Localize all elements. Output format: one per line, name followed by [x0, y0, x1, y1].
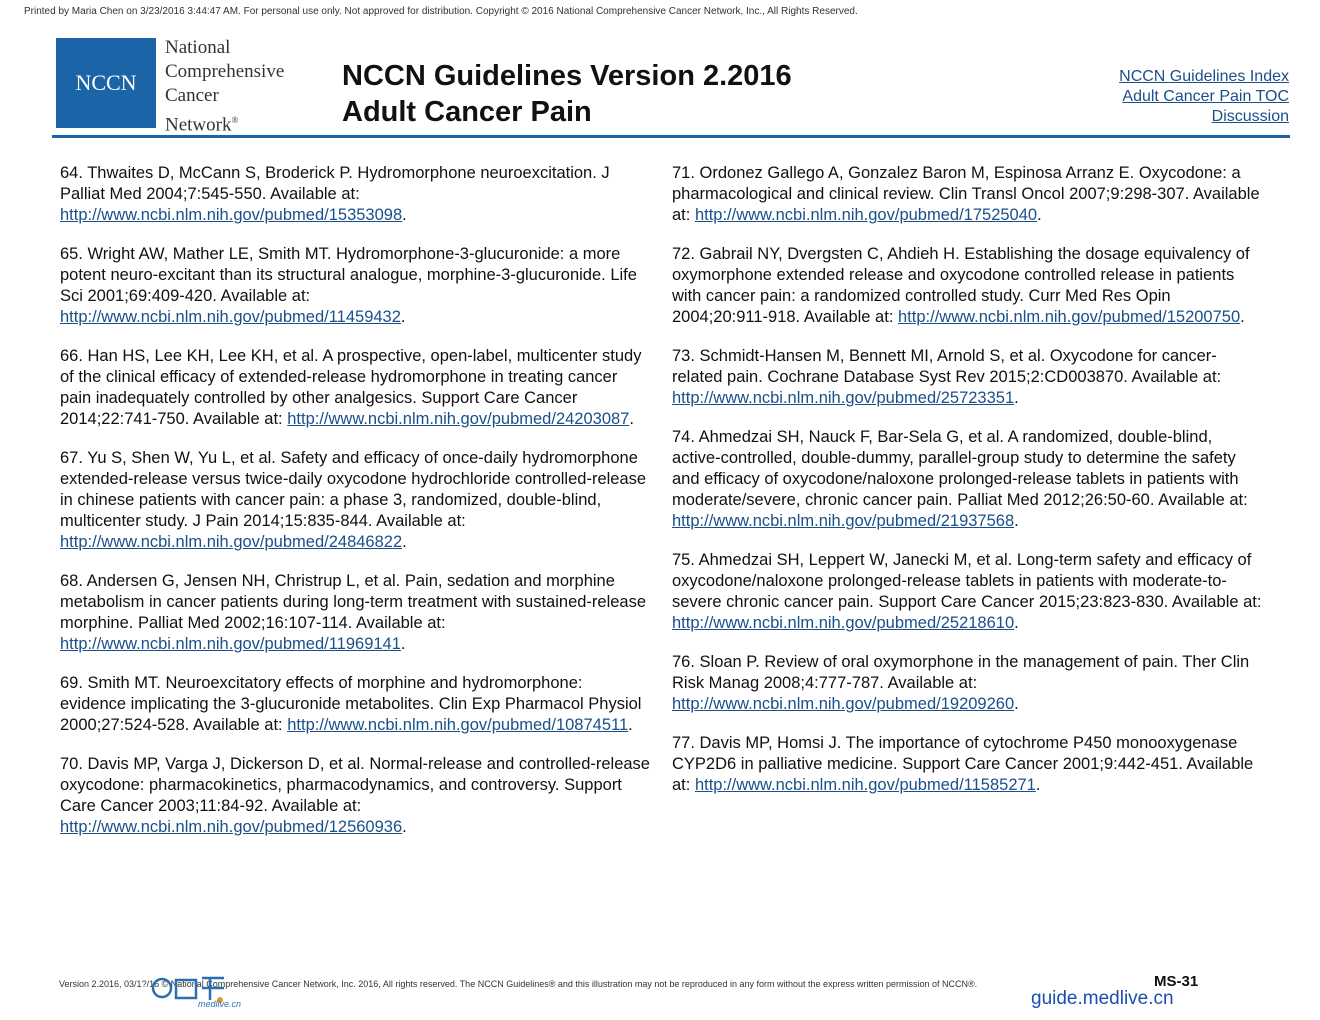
reference-period: . [1014, 389, 1019, 407]
reference-entry [60, 244, 650, 328]
reference-entry [672, 346, 1262, 409]
reference-text: 69. Smith MT. Neuroexcitatory effects of morphine and hydromorphone: evidence implicating the 3-glucuronide metabolites. Clin Exp Pharmacol Physiol 2000;27:524-528. Available at: [60, 674, 642, 734]
reference-text: 76. Sloan P. Review of oral oxymorphone in the management of pain. Ther Clin Risk Manag 2008;4:777-787. Available at: [672, 653, 1250, 692]
logo-box-text: NCCN [75, 70, 137, 95]
reference-period: . [1035, 776, 1041, 794]
reference-text: 66. Han HS, Lee KH, Lee KH, et al. A prospective, open-label, multicenter study of the clinical efficacy of extended-release hydromorphone in treating cancer pain inadequately controlled by other analgesics. Support Care Cancer 2014;22:741-750. Available at: [60, 347, 642, 428]
pubmed-link[interactable]: http://www.ncbi.nlm.nih.gov/pubmed/11459432 [60, 308, 401, 326]
reference-period: . [629, 410, 634, 428]
pubmed-link[interactable]: http://www.ncbi.nlm.nih.gov/pubmed/11585271 [694, 776, 1036, 794]
logo-wordmark [165, 36, 284, 137]
reference-text: 74. Ahmedzai SH, Nauck F, Bar-Sela G, et al. A randomized, double-blind, active-controlled, double-dummy, parallel-group study to determine the safety and efficacy of oxycodone/naloxone prolonged-release tablets in patients with moderate/severe, chronic cancer pain. Palliat Med 2012;26:50-60. Available at: [672, 428, 1248, 509]
pubmed-link[interactable]: http://www.ncbi.nlm.nih.gov/pubmed/19209260 [672, 695, 1015, 713]
page-number: MS-31 [1154, 973, 1199, 990]
reference-text: 73. Schmidt-Hansen M, Bennett MI, Arnold S, et al. Oxycodone for cancer-related pain. Cochrane Database Syst Rev 2015;2:CD003870. Available at: [672, 347, 1222, 386]
reference-text: 70. Davis MP, Varga J, Dickerson D, et al. Normal-release and controlled-release oxycodone: pharmacokinetics, pharmacodynamics, and controversy. Support Care Cancer 2003;11:84-92. Available at: [60, 755, 650, 815]
reference-text: 77. Davis MP, Homsi J. The importance of cytochrome P450 monooxygenase CYP2D6 in palliative medicine. Support Care Cancer 2001;9:442-451. Available at: [672, 734, 1254, 794]
reference-entry [672, 652, 1262, 715]
reference-entry [60, 346, 650, 430]
logo-line: Comprehensive [165, 61, 285, 82]
reference-period: . [1014, 614, 1019, 632]
guidelines-index-link[interactable]: NCCN Guidelines Index [1119, 68, 1289, 85]
pubmed-link[interactable]: http://www.ncbi.nlm.nih.gov/pubmed/25723351 [672, 389, 1015, 407]
logo-line: Network® [165, 114, 239, 136]
pubmed-link[interactable]: http://www.ncbi.nlm.nih.gov/pubmed/25218610 [672, 614, 1015, 632]
watermark-small-text: medlive.cn [198, 999, 242, 1009]
watermark-guide-text: guide.medlive.cn [1031, 988, 1174, 1009]
references-left-column [60, 163, 650, 856]
reference-entry [60, 448, 650, 553]
reference-period: . [1014, 512, 1019, 530]
nccn-logo [56, 38, 156, 128]
logo-line: National [165, 37, 231, 58]
reference-entry [60, 571, 650, 655]
reference-period: . [1014, 695, 1019, 713]
reference-period: . [628, 716, 633, 734]
reference-period: . [400, 308, 406, 326]
reference-text: 75. Ahmedzai SH, Leppert W, Janecki M, et al. Long-term safety and efficacy of oxycodone/naloxone prolonged-release tablets in patients with moderate-to-severe chronic cancer pain. Support Care Cancer 2015;23:823-830. Available at: [672, 551, 1262, 611]
reference-period: . [1240, 308, 1245, 326]
reference-entry [672, 427, 1262, 532]
header-nav [1119, 67, 1289, 127]
reference-period: . [400, 635, 406, 653]
pubmed-link[interactable]: http://www.ncbi.nlm.nih.gov/pubmed/17525040 [694, 206, 1038, 224]
pubmed-link[interactable]: http://www.ncbi.nlm.nih.gov/pubmed/21937568 [672, 512, 1015, 530]
reference-period: . [1037, 206, 1042, 224]
pubmed-link[interactable]: http://www.ncbi.nlm.nih.gov/pubmed/10874511 [287, 716, 629, 734]
reference-entry [60, 163, 650, 226]
reference-entry [672, 733, 1262, 796]
reference-entry [672, 244, 1262, 328]
pubmed-link[interactable]: http://www.ncbi.nlm.nih.gov/pubmed/12560936 [60, 818, 403, 836]
reference-period: . [402, 818, 407, 836]
pubmed-link[interactable]: http://www.ncbi.nlm.nih.gov/pubmed/15353098 [60, 206, 403, 224]
registered-mark: ® [231, 115, 239, 125]
title-line-1: NCCN Guidelines Version 2.2016 [342, 60, 792, 92]
pubmed-link[interactable]: http://www.ncbi.nlm.nih.gov/pubmed/11969141 [60, 635, 401, 653]
pubmed-link[interactable]: http://www.ncbi.nlm.nih.gov/pubmed/15200750 [898, 308, 1241, 326]
reference-entry [672, 163, 1262, 226]
page-title [342, 58, 792, 130]
reference-text: 67. Yu S, Shen W, Yu L, et al. Safety and efficacy of once-daily hydromorphone extended-release versus twice-daily oxycodone hydrochloride controlled-release in chinese patients with cancer pain: a phase 3, randomized, double-blind, multicenter study. J Pain 2014;15:835-844. Available at: [60, 449, 647, 530]
pubmed-link[interactable]: http://www.ncbi.nlm.nih.gov/pubmed/24203087 [287, 410, 630, 428]
title-line-2: Adult Cancer Pain [342, 96, 592, 128]
reference-text: 68. Andersen G, Jensen NH, Christrup L, et al. Pain, sedation and morphine metabolism in cancer patients during long-term treatment with sustained-release morphine. Palliat Med 2002;16:107-114. Available at: [60, 572, 647, 632]
print-notice: Printed by Maria Chen on 3/23/2016 3:44:47 AM. For personal use only. Not approved for distribution. Copyright © 2016 National Comprehensive Cancer Network, Inc., All Rights Reserved. [24, 6, 858, 17]
reference-entry [672, 550, 1262, 634]
references-right-column [672, 163, 1262, 814]
reference-text: 64. Thwaites D, McCann S, Broderick P. Hydromorphone neuroexcitation. J Palliat Med 2004;7:545-550. Available at: [60, 164, 610, 203]
reference-entry [60, 754, 650, 838]
logo-line: Cancer [165, 85, 219, 106]
reference-entry [60, 673, 650, 736]
toc-link[interactable]: Adult Cancer Pain TOC [1122, 88, 1289, 105]
reference-period: . [402, 206, 407, 224]
reference-text: 71. Ordonez Gallego A, Gonzalez Baron M, Espinosa Arranz E. Oxycodone: a pharmacological and clinical review. Clin Transl Oncol 2007;9:298-307. Available at: [672, 164, 1260, 224]
reference-period: . [402, 533, 407, 551]
header-divider [52, 135, 1290, 138]
reference-text: 72. Gabrail NY, Dvergsten C, Ahdieh H. Establishing the dosage equivalency of oxymorphone extended release and oxycodone controlled release in patients with cancer pain: a randomized controlled study. Curr Med Res Opin 2004;20:911-918. Available at: [672, 245, 1250, 326]
footer-copyright: Version 2.2016, 03/1?/16 © National Comprehensive Cancer Network, Inc. 2016, All rights reserved. The NCCN Guidelines® and this illustration may not be reproduced in any form without the express written permission of NCCN®. [59, 979, 978, 989]
discussion-link[interactable]: Discussion [1211, 108, 1289, 125]
pubmed-link[interactable]: http://www.ncbi.nlm.nih.gov/pubmed/24846822 [60, 533, 403, 551]
reference-text: 65. Wright AW, Mather LE, Smith MT. Hydromorphone-3-glucuronide: a more potent neuro-excitant than its structural analogue, morphine-3-glucuronide. Life Sci 2001;69:409-420. Available at: [60, 245, 637, 305]
